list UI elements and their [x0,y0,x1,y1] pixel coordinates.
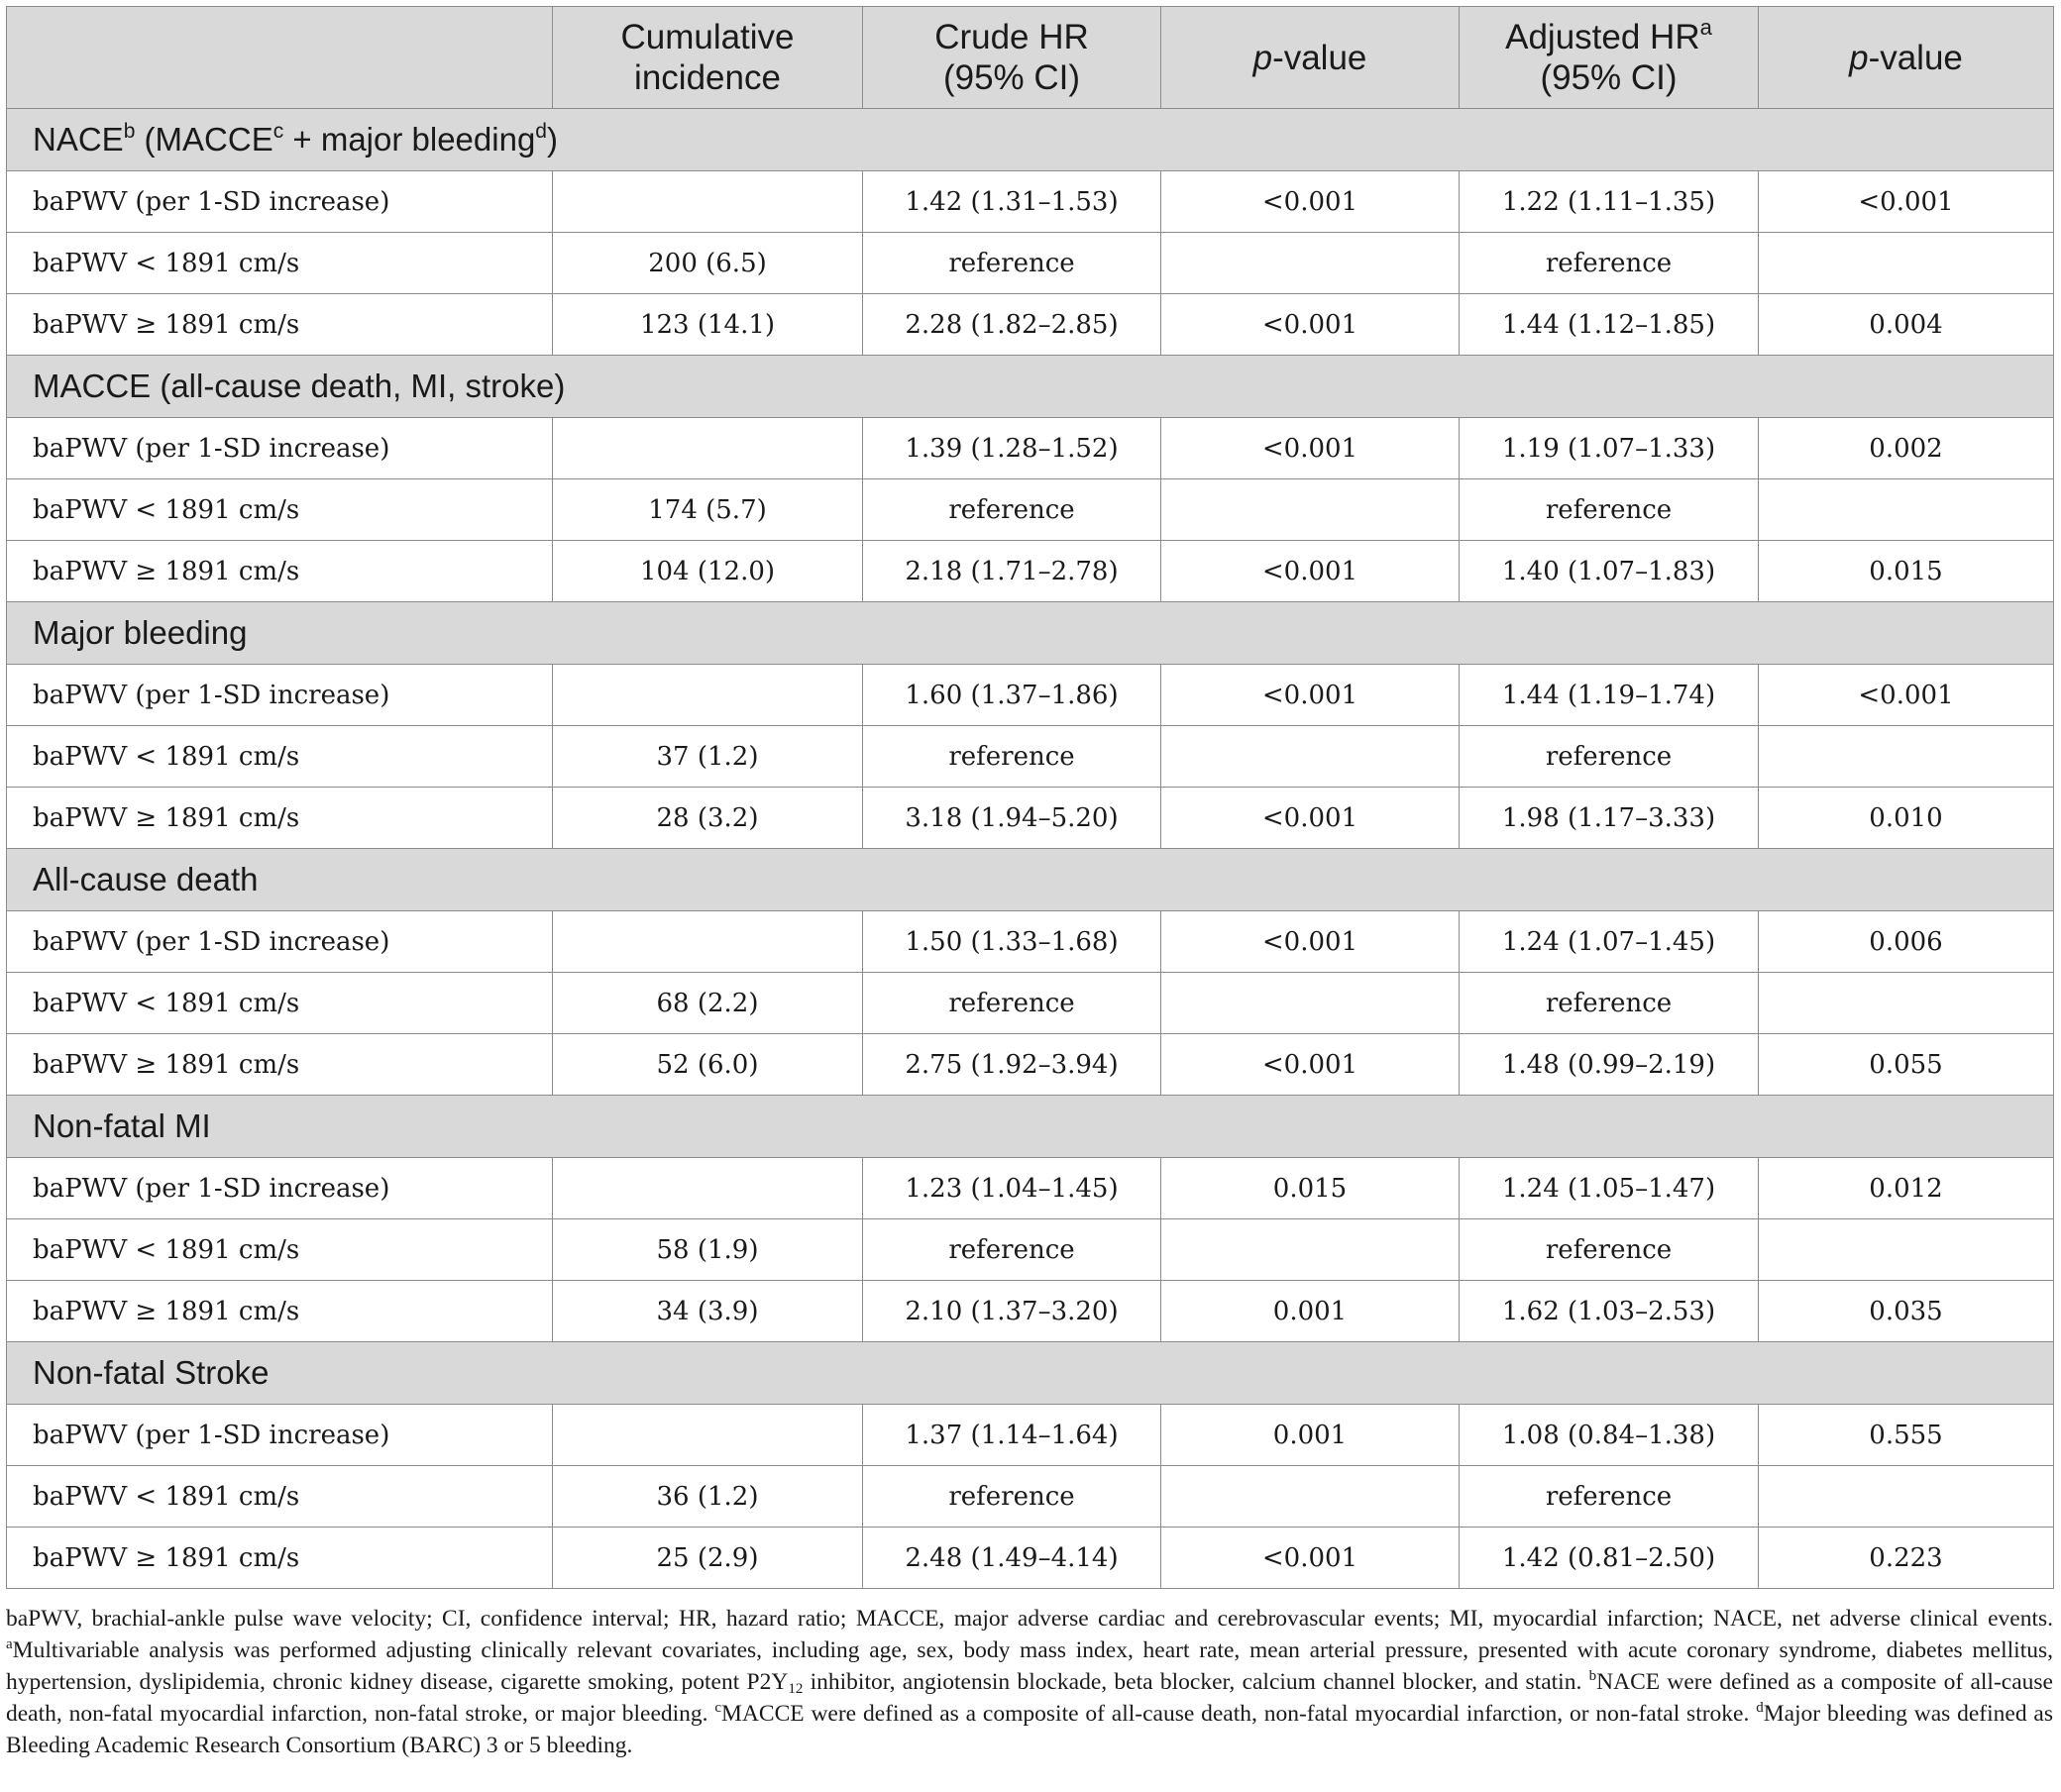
table-row [7,294,2054,356]
cell-adjusted-p: <0.001 [1759,171,2054,233]
cell-adjusted-p [1759,973,2054,1034]
row-label: baPWV < 1891 cm/s [7,973,553,1034]
title-part: + major bleeding [283,121,536,158]
row-label: baPWV < 1891 cm/s [7,1219,553,1281]
cell-incidence [553,418,863,479]
cell-adjusted-hr: reference [1460,726,1759,788]
p-italic: p [1252,38,1273,77]
footnote-mark-d: d [1756,1700,1764,1716]
cell-adjusted-p: 0.006 [1759,911,2054,973]
cell-incidence [553,1405,863,1466]
cell-adjusted-p [1759,1466,2054,1528]
cell-incidence: 34 (3.9) [553,1281,863,1342]
cell-incidence: 174 (5.7) [553,479,863,541]
cell-incidence: 68 (2.2) [553,973,863,1034]
header-cumulative-incidence: Cumulative incidence [553,7,863,109]
cell-crude-p: 0.001 [1161,1281,1460,1342]
row-label: baPWV < 1891 cm/s [7,726,553,788]
footnote-mark-c: c [272,120,284,143]
cell-adjusted-hr: reference [1460,1219,1759,1281]
cell-crude-hr: 1.60 (1.37–1.86) [863,665,1161,726]
cell-adjusted-hr: reference [1460,233,1759,294]
cell-adjusted-hr: 1.48 (0.99–2.19) [1460,1034,1759,1096]
cell-incidence: 28 (3.2) [553,788,863,849]
cell-adjusted-p: 0.002 [1759,418,2054,479]
cell-crude-p [1161,233,1460,294]
footnote-mark-a: a [1699,15,1712,40]
footnote-mark-b: b [1588,1668,1597,1684]
cell-adjusted-hr: 1.19 (1.07–1.33) [1460,418,1759,479]
cell-incidence [553,911,863,973]
cell-crude-p: <0.001 [1161,788,1460,849]
results-table-container [6,6,2053,1761]
cell-adjusted-hr: 1.40 (1.07–1.83) [1460,541,1759,602]
cell-crude-hr: 2.75 (1.92–3.94) [863,1034,1161,1096]
table-row [7,479,2054,541]
cell-crude-p: <0.001 [1161,418,1460,479]
row-label: baPWV (per 1-SD increase) [7,1158,553,1219]
cell-crude-p [1161,1219,1460,1281]
header-blank [7,7,553,109]
cell-adjusted-hr: 1.22 (1.11–1.35) [1460,171,1759,233]
cell-crude-hr: reference [863,479,1161,541]
cell-incidence: 200 (6.5) [553,233,863,294]
cell-crude-p: 0.015 [1161,1158,1460,1219]
section-title: Major bleeding [7,602,2054,665]
table-footnote [6,1603,2053,1761]
cell-incidence: 58 (1.9) [553,1219,863,1281]
table-row [7,1405,2054,1466]
cell-incidence: 36 (1.2) [553,1466,863,1528]
row-label: baPWV (per 1-SD increase) [7,665,553,726]
table-row [7,726,2054,788]
cell-crude-hr: reference [863,1219,1161,1281]
table-row [7,1158,2054,1219]
footnote-subscript: 12 [788,1681,804,1697]
header-adjusted-p-value [1759,7,2054,109]
row-label: baPWV < 1891 cm/s [7,233,553,294]
section-title: MACCE (all-cause death, MI, stroke) [7,356,2054,418]
footnote-c-text: MACCE were defined as a composite of all-cause death, non-fatal myocardial infarction, or non-fatal stroke. [721,1701,1757,1727]
cell-crude-p: <0.001 [1161,294,1460,356]
table-row [7,1281,2054,1342]
cell-crude-p: <0.001 [1161,911,1460,973]
cell-crude-hr: 2.18 (1.71–2.78) [863,541,1161,602]
cell-adjusted-p [1759,233,2054,294]
p-italic: p [1849,38,1869,77]
cell-crude-p [1161,479,1460,541]
cell-adjusted-hr: 1.44 (1.12–1.85) [1460,294,1759,356]
cell-incidence: 37 (1.2) [553,726,863,788]
cell-crude-hr: 2.28 (1.82–2.85) [863,294,1161,356]
cell-crude-hr: 1.39 (1.28–1.52) [863,418,1161,479]
footnote-mark-b: b [123,120,136,143]
header-adjusted-hr-sub: (95% CI) [1540,58,1678,97]
cell-adjusted-p: 0.010 [1759,788,2054,849]
title-part: (MACCE [135,121,273,158]
section-header-major-bleeding [7,602,2054,665]
header-crude-p-value [1161,7,1460,109]
row-label: baPWV ≥ 1891 cm/s [7,294,553,356]
cell-crude-hr: reference [863,726,1161,788]
cell-incidence: 123 (14.1) [553,294,863,356]
cell-adjusted-p: <0.001 [1759,665,2054,726]
cell-crude-p [1161,973,1460,1034]
cell-crude-p: <0.001 [1161,1034,1460,1096]
p-rest: -value [1272,38,1367,77]
cell-adjusted-p [1759,1219,2054,1281]
row-label: baPWV (per 1-SD increase) [7,1405,553,1466]
cell-crude-hr: 2.48 (1.49–4.14) [863,1528,1161,1589]
cell-crude-hr: 3.18 (1.94–5.20) [863,788,1161,849]
section-header-non-fatal-stroke [7,1342,2054,1405]
cell-incidence [553,665,863,726]
cell-crude-p: <0.001 [1161,171,1460,233]
cell-adjusted-hr: 1.62 (1.03–2.53) [1460,1281,1759,1342]
cell-adjusted-p: 0.055 [1759,1034,2054,1096]
cell-adjusted-hr: 1.08 (0.84–1.38) [1460,1405,1759,1466]
cell-incidence: 25 (2.9) [553,1528,863,1589]
section-header-all-cause-death [7,849,2054,911]
row-label: baPWV < 1891 cm/s [7,479,553,541]
cell-adjusted-hr: reference [1460,479,1759,541]
header-crude-hr [863,7,1161,109]
cell-adjusted-hr: 1.24 (1.05–1.47) [1460,1158,1759,1219]
table-row [7,1034,2054,1096]
cell-crude-p: <0.001 [1161,541,1460,602]
cell-adjusted-hr: reference [1460,1466,1759,1528]
row-label: baPWV < 1891 cm/s [7,1466,553,1528]
row-label: baPWV (per 1-SD increase) [7,171,553,233]
cell-crude-hr: 1.50 (1.33–1.68) [863,911,1161,973]
cell-crude-p: 0.001 [1161,1405,1460,1466]
row-label: baPWV (per 1-SD increase) [7,418,553,479]
section-title: Non-fatal MI [7,1096,2054,1158]
cell-adjusted-p: 0.223 [1759,1528,2054,1589]
table-row [7,911,2054,973]
row-label: baPWV ≥ 1891 cm/s [7,1034,553,1096]
table-body [7,109,2054,1589]
cell-adjusted-p [1759,479,2054,541]
footnote-mark-c: c [714,1700,722,1716]
table-row [7,541,2054,602]
cell-crude-hr: reference [863,973,1161,1034]
cell-adjusted-p: 0.012 [1759,1158,2054,1219]
cell-crude-p [1161,726,1460,788]
hazard-ratio-table [6,6,2054,1589]
footnote-b-text: NACE were defined as a composite of all-cause death, non-fatal myocardial infarction, non-fatal stroke, or major bleeding. [6,1669,2053,1727]
cell-incidence [553,1158,863,1219]
row-label: baPWV ≥ 1891 cm/s [7,788,553,849]
cell-crude-hr: reference [863,1466,1161,1528]
table-header [7,7,2054,109]
header-crude-hr-sub: (95% CI) [942,58,1081,97]
cell-adjusted-hr: 1.44 (1.19–1.74) [1460,665,1759,726]
title-part: NACE [33,121,124,158]
cell-crude-hr: 1.23 (1.04–1.45) [863,1158,1161,1219]
cell-crude-hr: 1.37 (1.14–1.64) [863,1405,1161,1466]
cell-incidence: 104 (12.0) [553,541,863,602]
cell-adjusted-hr: 1.42 (0.81–2.50) [1460,1528,1759,1589]
table-row [7,233,2054,294]
table-row [7,665,2054,726]
table-row [7,1466,2054,1528]
cell-adjusted-p [1759,726,2054,788]
row-label: baPWV ≥ 1891 cm/s [7,541,553,602]
section-title: All-cause death [7,849,2054,911]
table-row [7,418,2054,479]
footnote-d-text: Major bleeding was defined as Bleeding Academic Research Consortium (BARC) 3 or 5 bleeding. [6,1701,2053,1758]
footnote-a-text-cont: inhibitor, angiotensin blockade, beta blocker, calcium channel blocker, and statin. [803,1669,1589,1695]
row-label: baPWV (per 1-SD increase) [7,911,553,973]
cell-crude-p [1161,1466,1460,1528]
footnote-mark-d: d [535,120,547,143]
cell-crude-p: <0.001 [1161,665,1460,726]
cell-incidence: 52 (6.0) [553,1034,863,1096]
cell-adjusted-hr: 1.98 (1.17–3.33) [1460,788,1759,849]
header-adjusted-hr [1460,7,1759,109]
section-header-non-fatal-mi [7,1096,2054,1158]
cell-adjusted-hr: reference [1460,973,1759,1034]
table-row [7,1219,2054,1281]
cell-crude-p: <0.001 [1161,1528,1460,1589]
section-title: Non-fatal Stroke [7,1342,2054,1405]
header-adjusted-hr-main: Adjusted HR [1505,18,1700,56]
cell-crude-hr: 1.42 (1.31–1.53) [863,171,1161,233]
table-row [7,1528,2054,1589]
title-part: ) [546,121,558,158]
cell-adjusted-p: 0.555 [1759,1405,2054,1466]
header-crude-hr-main: Crude HR [934,18,1089,56]
table-row [7,973,2054,1034]
section-header-macce [7,356,2054,418]
cell-crude-hr: 2.10 (1.37–3.20) [863,1281,1161,1342]
cell-crude-hr: reference [863,233,1161,294]
p-rest: -value [1868,38,1963,77]
footnote-mark-a: a [6,1636,13,1652]
footnote-abbreviations: baPWV, brachial-ankle pulse wave velocity; CI, confidence interval; HR, hazard ratio; MACCE, major adverse cardiac and cerebrovascular events; MI, myocardial infarction; NACE, net adverse clinical events. [6,1606,2053,1632]
table-row [7,788,2054,849]
cell-incidence [553,171,863,233]
row-label: baPWV ≥ 1891 cm/s [7,1528,553,1589]
cell-adjusted-p: 0.004 [1759,294,2054,356]
table-row [7,171,2054,233]
cell-adjusted-hr: 1.24 (1.07–1.45) [1460,911,1759,973]
cell-adjusted-p: 0.015 [1759,541,2054,602]
section-header-nace [7,109,2054,171]
cell-adjusted-p: 0.035 [1759,1281,2054,1342]
row-label: baPWV ≥ 1891 cm/s [7,1281,553,1342]
section-title [7,109,2054,171]
footnote-a-text: Multivariable analysis was performed adjusting clinically relevant covariates, including age, sex, body mass index, heart rate, mean arterial pressure, presented with acute coronary syndrome, diabetes mellitus, hypertension, dyslipidemia, chronic kidney disease, cigarette smoking, potent P2Y [6,1637,2053,1695]
